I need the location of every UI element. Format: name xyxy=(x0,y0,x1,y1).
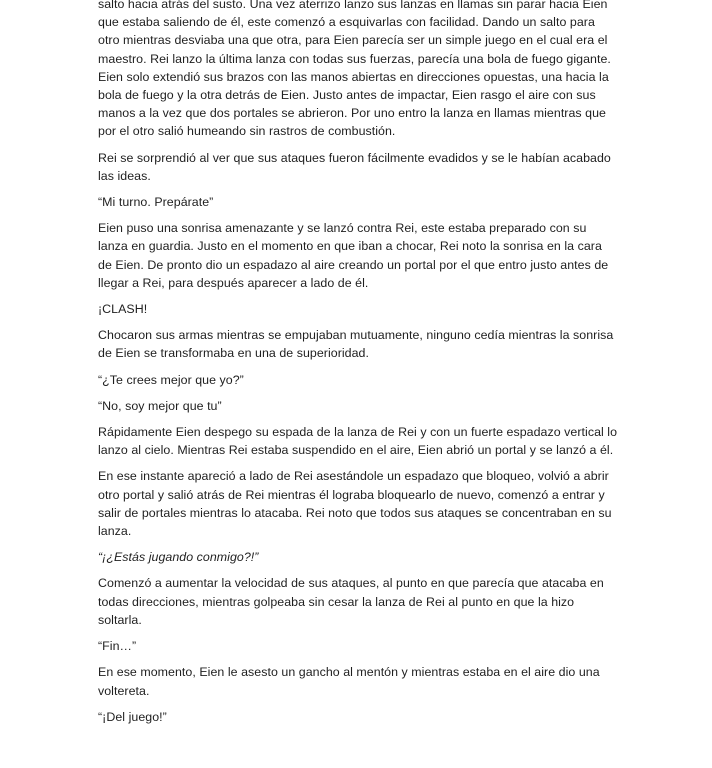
paragraph: En ese momento, Eien le asesto un gancho al mentón y mientras estaba en el aire dio una voltereta. xyxy=(98,665,600,698)
document-body xyxy=(98,0,618,734)
dialogue-line: “¿Te crees mejor que yo?” xyxy=(98,372,244,387)
paragraph: Rei se sorprendió al ver que sus ataques fueron fácilmente evadidos y se le habían acabado las ideas. xyxy=(98,150,611,183)
paragraph: Rápidamente Eien despego su espada de la lanza de Rei y con un fuerte espadazo vertical lo lanzo al cielo. Mientras Rei estaba suspendido en el aire, Eien abrió un portal y se lanzó a él. xyxy=(98,425,618,458)
dialogue-line: “No, soy mejor que tu” xyxy=(98,398,222,413)
sound-effect-line: ¡CLASH! xyxy=(98,302,148,317)
paragraph: Eien puso una sonrisa amenazante y se lanzó contra Rei, este estaba preparado con su lanza en guardia. Justo en el momento en que iban a chocar, Rei noto la sonrisa en la cara de Eien. De pronto dio un espadazo al aire creando un portal por el que entro justo antes de llegar a Rei, para después aparecer a lado de él. xyxy=(98,221,609,290)
dialogue-line: “Fin…” xyxy=(98,639,137,654)
paragraph: Comenzó a aumentar la velocidad de sus ataques, al punto en que parecía que atacaba en todas direcciones, mientras golpeaba sin cesar la lanza de Rei al punto en que la hizo soltarla. xyxy=(98,576,604,627)
paragraph: Chocaron sus armas mientras se empujaban mutuamente, ninguno cedía mientras la sonrisa de Eien se transformaba en una de superioridad. xyxy=(98,328,614,361)
paragraph: salto hacia atrás del susto. Una vez aterrizo lanzo sus lanzas en llamas sin parar hacia Eien que estaba saliendo de él, este comenzó a esquivarlas con facilidad. Dando un salto para otro mientras desviaba una que otra, para Eien parecía ser un simple juego en el cual era el maestro. Rei lanzo la última lanza con todas sus fuerzas, parecía una bola de fuego gigante. Eien solo extendió sus brazos con las manos abiertas en direcciones opuestas, una hacia la bola de fuego y la otra detrás de Eien. Justo antes de impactar, Eien rasgo el aire con sus manos a la vez que dos portales se abrieron. Por uno entro la lanza en llamas mientras que por el otro salió humeando sin rastros de combustión. xyxy=(98,0,611,139)
thought-line: “¡¿Estás jugando conmigo?!” xyxy=(98,550,259,565)
paragraph: En ese instante apareció a lado de Rei asestándole un espadazo que bloqueo, volvió a abrir otro portal y salió atrás de Rei mientras él lograba bloquearlo de nuevo, comenzó a entrar y salir de portales mientras lo atacaba. Rei noto que todos sus ataques se concentraban en su lanza. xyxy=(98,469,612,539)
dialogue-line: “¡Del juego!” xyxy=(98,709,167,724)
dialogue-line: “Mi turno. Prepárate” xyxy=(98,195,214,210)
